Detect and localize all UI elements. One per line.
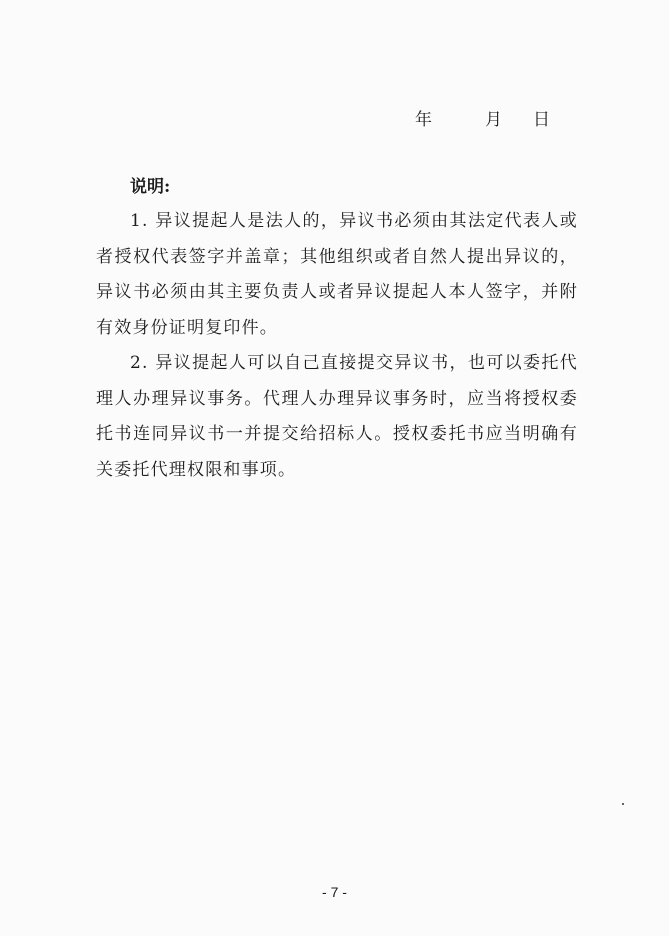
notes-body: [96, 204, 578, 488]
note-paragraph-1: 1. 异议提起人是法人的，异议书必须由其法定代表人或者授权代表签字并盖章；其他组织或者自然人提出异议的，异议书必须由其主要负责人或者异议提起人本人签字，并附有效身份证明复印件。: [96, 211, 578, 338]
notes-heading: 说明:: [130, 177, 171, 197]
date-day-label: 日: [533, 110, 550, 130]
date-line: [415, 105, 550, 130]
date-month-label: 月: [485, 110, 502, 130]
note-paragraph-2: 2. 异议提起人可以自己直接提交异议书，也可以委托代理人办理异议事务。代理人办理异议事务时，应当将授权委托书连同异议书一并提交给招标人。授权委托书应当明确有关委托代理权限和事项。: [96, 353, 578, 480]
page-number: - 7 -: [322, 884, 347, 900]
date-year-label: 年: [415, 110, 432, 130]
scan-speck: [622, 803, 624, 805]
